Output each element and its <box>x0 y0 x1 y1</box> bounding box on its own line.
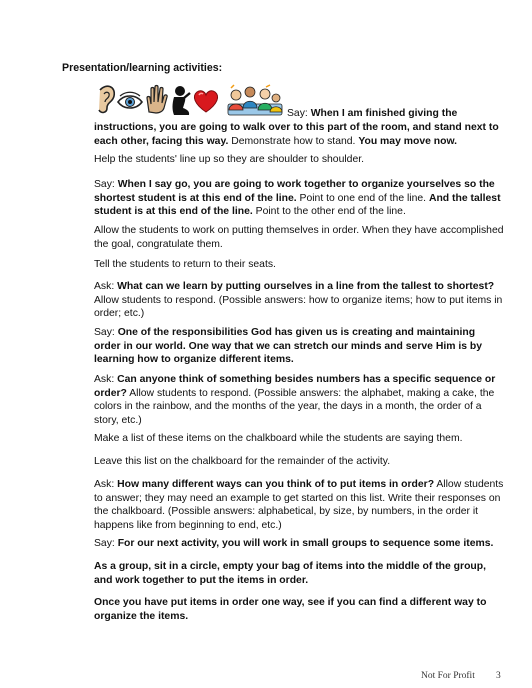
ask-paragraph <box>94 373 504 427</box>
ask-prefix: Ask: <box>94 479 118 490</box>
instruction-paragraph: Help the students' line up so they are shoulder to shoulder. <box>94 154 365 165</box>
say-prefix: Say: <box>287 108 311 119</box>
group-instruction-paragraph: As a group, sit in a circle, empty your bag of items into the middle of the group, and work together to put the items in order. <box>94 561 487 586</box>
say-text: And the tallest student is at this end of the line. <box>94 192 501 218</box>
ear-icon <box>99 86 114 112</box>
say-text: For our next activity, you will work in small groups to sequence some items. <box>117 538 494 549</box>
footer-label: Not For Profit <box>421 671 475 681</box>
say-paragraph <box>94 326 504 367</box>
say-paragraph <box>94 537 504 551</box>
instruction-paragraph: Allow the students to work on putting themselves in order. When they have accomplished the goal, congratulate them. <box>94 225 504 250</box>
teacher-direction: Point to the other end of the line. <box>252 206 406 218</box>
teacher-direction: Allow students to answer; they may need an example to get started on this list. Write their responses on the chalkboard. (Possible answers: alphabetical, by size, by numbers, in the order it happens like from beginning to end, etc.) <box>94 479 504 531</box>
say-text: instructions, you are going to walk over to this part of the room, and stand next to each other, facing this way. <box>94 122 499 147</box>
ask-text: What can we learn by putting ourselves in a line from the tallest to shortest? <box>117 281 495 292</box>
instruction-paragraph: Make a list of these items on the chalkboard while the students are saying them. <box>94 433 463 444</box>
ask-prefix: Ask: <box>94 281 118 292</box>
ask-paragraph <box>94 280 504 321</box>
say-text: When I say go, you are going to work together to organize yourselves so the shortest student is at this end of the line. <box>94 179 495 204</box>
ask-text: How many different ways can you think of to put items in order? <box>117 479 435 490</box>
teacher-direction: Allow students to respond. (Possible answers: how to organize items; how to put items in order; etc.) <box>94 294 503 320</box>
instruction-paragraph: Tell the students to return to their seats. <box>94 259 276 270</box>
say-instruction-first-line <box>287 107 457 121</box>
heart-icon <box>194 91 217 112</box>
page-number: 3 <box>496 671 501 681</box>
hand-icon <box>147 86 167 114</box>
group-instruction-paragraph: Once you have put items in order one way, see if you can find a different way to organize the items. <box>94 597 487 622</box>
ask-paragraph <box>94 478 504 532</box>
instruction-paragraph: Leave this list on the chalkboard for the remainder of the activity. <box>94 456 391 467</box>
ask-prefix: Ask: <box>94 374 118 385</box>
say-text: One of the responsibilities God has given us is creating and maintaining order in our world. One way that we can stretch our minds and serve Him is by learning how to organize different items. <box>94 327 483 366</box>
say-text: When I am finished giving the <box>310 108 458 119</box>
say-instruction-paragraph <box>94 121 504 148</box>
praying-person-icon <box>173 86 191 115</box>
say-paragraph <box>94 178 504 219</box>
section-heading: Presentation/learning activities: <box>62 62 223 74</box>
teacher-direction: Demonstrate how to stand. <box>228 135 359 147</box>
say-prefix: Say: <box>94 179 118 190</box>
say-text: You may move now. <box>358 135 458 147</box>
eye-icon <box>118 92 142 108</box>
learning-styles-icons <box>94 84 284 116</box>
ask-text: Can anyone think of something besides numbers has a specific sequence or order? <box>94 374 496 399</box>
say-prefix: Say: <box>94 327 118 338</box>
group-of-people-icon <box>228 85 282 115</box>
teacher-direction: Point to one end of the line. <box>296 192 429 204</box>
say-prefix: Say: <box>94 538 118 549</box>
teacher-direction: Allow students to respond. (Possible answers: the alphabet, making a cake, the colors in the rainbow, and the months of the year, the days in a month, the order of a story, etc.) <box>94 387 495 426</box>
